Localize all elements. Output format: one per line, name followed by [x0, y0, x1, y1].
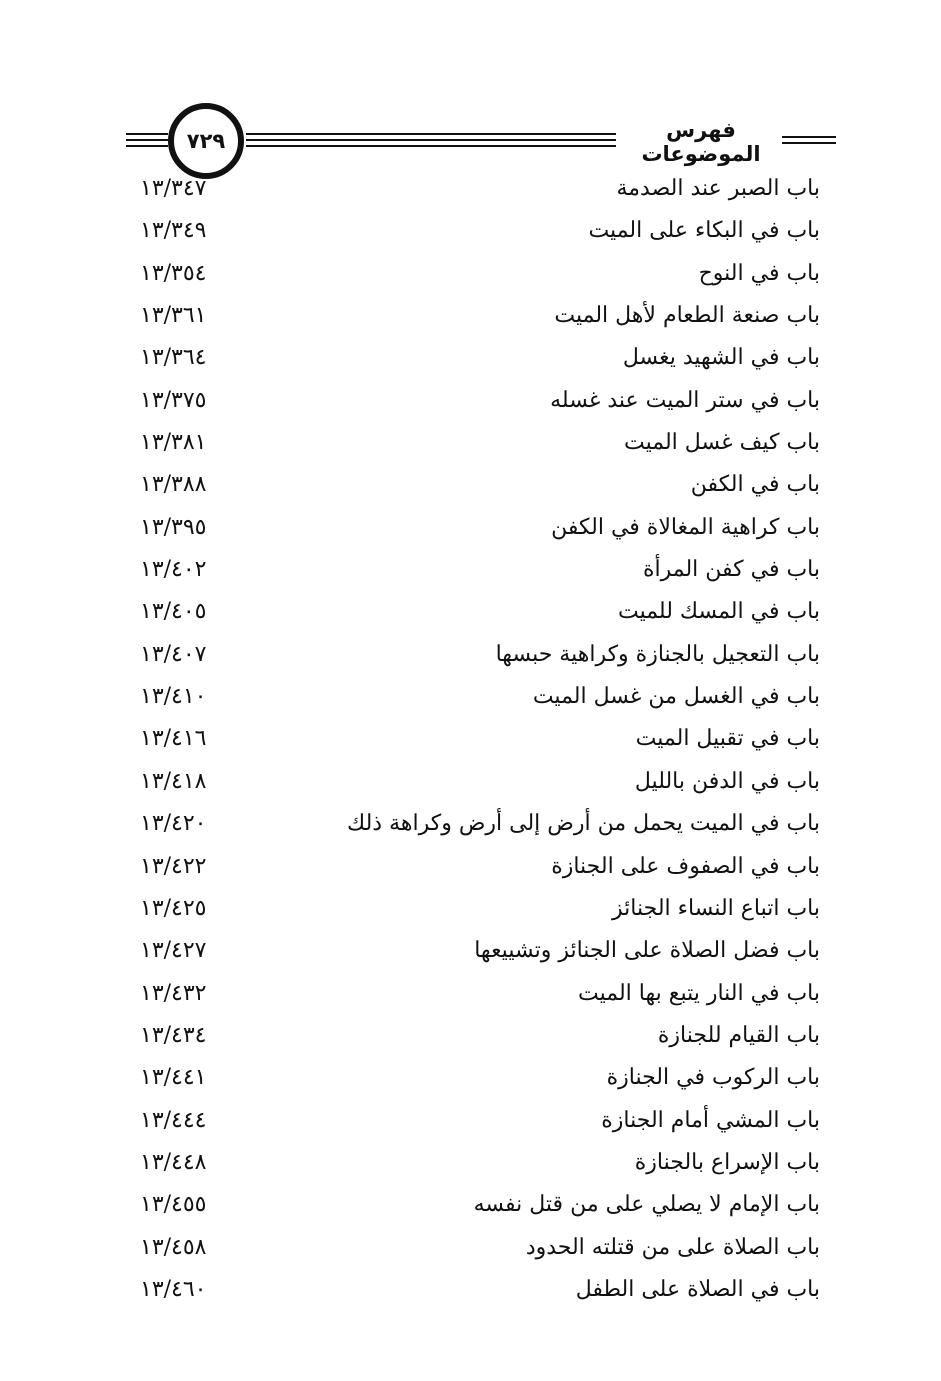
toc-entry-title: باب الإسراع بالجنازة — [634, 1149, 820, 1175]
toc-entry — [140, 553, 820, 595]
toc-entry-title: باب في النوح — [698, 260, 820, 286]
toc-entry — [140, 1061, 820, 1103]
toc-entry-ref: ١٣/٣٨٨ — [140, 472, 207, 498]
toc-entry-title: باب في البكاء على الميت — [588, 218, 820, 244]
header-rule — [246, 145, 616, 147]
toc-entry — [140, 257, 820, 299]
toc-entry-ref: ١٣/٣٤٩ — [140, 218, 207, 244]
toc-entry-title: باب في كفن المرأة — [642, 557, 820, 583]
toc-entry-ref: ١٣/٤٦٠ — [140, 1276, 207, 1302]
toc-entry-title: باب في الكفن — [690, 472, 820, 498]
toc-entry-title: باب في الدفن بالليل — [634, 768, 820, 794]
toc-entry-ref: ١٣/٤٢٥ — [140, 895, 207, 921]
toc-entry-title: باب الركوب في الجنازة — [606, 1065, 820, 1091]
toc-entry-title: باب في الميت يحمل من أرض إلى أرض وكراهة ذلك — [347, 811, 820, 837]
header-title: فهرس الموضوعات — [641, 118, 761, 166]
page-header — [126, 100, 836, 176]
toc-entry-ref: ١٣/٣٤٧ — [140, 176, 207, 201]
toc-entry-title: باب في ستر الميت عند غسله — [550, 387, 820, 413]
toc-entry — [140, 384, 820, 426]
toc-entry — [140, 977, 820, 1019]
toc-entry — [140, 722, 820, 764]
toc-entry — [140, 807, 820, 849]
header-rule — [246, 133, 616, 135]
page-number-badge — [168, 103, 244, 179]
toc-entry — [140, 1231, 820, 1273]
toc-entry-ref: ١٣/٣٨١ — [140, 430, 207, 456]
toc-entry — [140, 468, 820, 510]
toc-entry — [140, 214, 820, 256]
toc-entry-ref: ١٣/٤٠٧ — [140, 641, 207, 667]
toc-entry-title: باب في الصلاة على الطفل — [575, 1276, 820, 1302]
toc-entry — [140, 172, 820, 214]
toc-entry — [140, 765, 820, 807]
toc-entry — [140, 426, 820, 468]
toc-entry — [140, 1019, 820, 1061]
header-rule — [782, 142, 836, 144]
toc-entry — [140, 595, 820, 637]
toc-entry — [140, 511, 820, 553]
header-rule — [246, 139, 616, 141]
toc-entry-title: باب المشي أمام الجنازة — [601, 1107, 820, 1133]
toc-entry-title: باب القيام للجنازة — [657, 1022, 820, 1048]
toc-entry-title: باب في الصفوف على الجنازة — [551, 853, 820, 879]
toc-entry — [140, 934, 820, 976]
toc-entry-title: باب في الغسل من غسل الميت — [532, 684, 820, 710]
toc-entry — [140, 1146, 820, 1188]
toc-entry-ref: ١٣/٤٥٨ — [140, 1234, 207, 1260]
toc-entry — [140, 1104, 820, 1146]
toc-entry-title: باب في المسك للميت — [617, 599, 820, 625]
header-rule — [782, 136, 836, 138]
toc-entry-title: باب التعجيل بالجنازة وكراهية حبسها — [495, 641, 820, 667]
toc-entry-title: باب الصبر عند الصدمة — [616, 176, 820, 201]
toc-entry-ref: ١٣/٣٩٥ — [140, 514, 207, 540]
toc-entry-title: باب كيف غسل الميت — [624, 430, 820, 456]
toc-entry-ref: ١٣/٤٣٢ — [140, 980, 207, 1006]
toc-entry-ref: ١٣/٤٢٢ — [140, 853, 207, 879]
toc-entry-ref: ١٣/٤٤٤ — [140, 1107, 207, 1133]
toc-list — [140, 172, 820, 1315]
toc-entry-title: باب اتباع النساء الجنائز — [612, 895, 820, 921]
toc-entry-title: باب في النار يتبع بها الميت — [578, 980, 820, 1006]
toc-entry-title: باب في الشهيد يغسل — [622, 345, 820, 371]
toc-entry-title: باب كراهية المغالاة في الكفن — [551, 514, 820, 540]
toc-entry-ref: ١٣/٤٣٤ — [140, 1022, 207, 1048]
toc-entry-title: باب صنعة الطعام لأهل الميت — [554, 303, 820, 329]
header-rule — [126, 145, 168, 147]
toc-entry-ref: ١٣/٤١٠ — [140, 684, 207, 710]
toc-entry-title: باب الصلاة على من قتلته الحدود — [525, 1234, 820, 1260]
toc-entry-ref: ١٣/٤٢٧ — [140, 938, 207, 964]
toc-entry — [140, 680, 820, 722]
toc-entry-ref: ١٣/٤٤١ — [140, 1065, 207, 1091]
toc-entry-title: باب فضل الصلاة على الجنائز وتشييعها — [474, 938, 820, 964]
toc-entry — [140, 850, 820, 892]
toc-entry — [140, 299, 820, 341]
toc-entry-ref: ١٣/٤٠٥ — [140, 599, 207, 625]
header-rule — [126, 139, 168, 141]
page-number: ٧٢٩ — [186, 129, 226, 153]
toc-entry-ref: ١٣/٤٢٠ — [140, 811, 207, 837]
toc-entry — [140, 341, 820, 383]
toc-entry — [140, 1273, 820, 1315]
toc-entry-ref: ١٣/٣٥٤ — [140, 260, 207, 286]
header-rule — [126, 133, 168, 135]
toc-entry-ref: ١٣/٣٧٥ — [140, 387, 207, 413]
toc-entry — [140, 892, 820, 934]
toc-entry-title: باب الإمام لا يصلي على من قتل نفسه — [473, 1192, 820, 1218]
toc-entry-ref: ١٣/٤١٨ — [140, 768, 207, 794]
toc-entry-ref: ١٣/٤٤٨ — [140, 1149, 207, 1175]
toc-entry — [140, 1188, 820, 1230]
toc-entry-ref: ١٣/٤١٦ — [140, 726, 207, 752]
toc-entry-ref: ١٣/٤٥٥ — [140, 1192, 207, 1218]
toc-entry-ref: ١٣/٣٦١ — [140, 303, 207, 329]
toc-entry-ref: ١٣/٤٠٢ — [140, 557, 207, 583]
toc-entry-title: باب في تقبيل الميت — [635, 726, 820, 752]
toc-entry-ref: ١٣/٣٦٤ — [140, 345, 207, 371]
toc-entry — [140, 638, 820, 680]
